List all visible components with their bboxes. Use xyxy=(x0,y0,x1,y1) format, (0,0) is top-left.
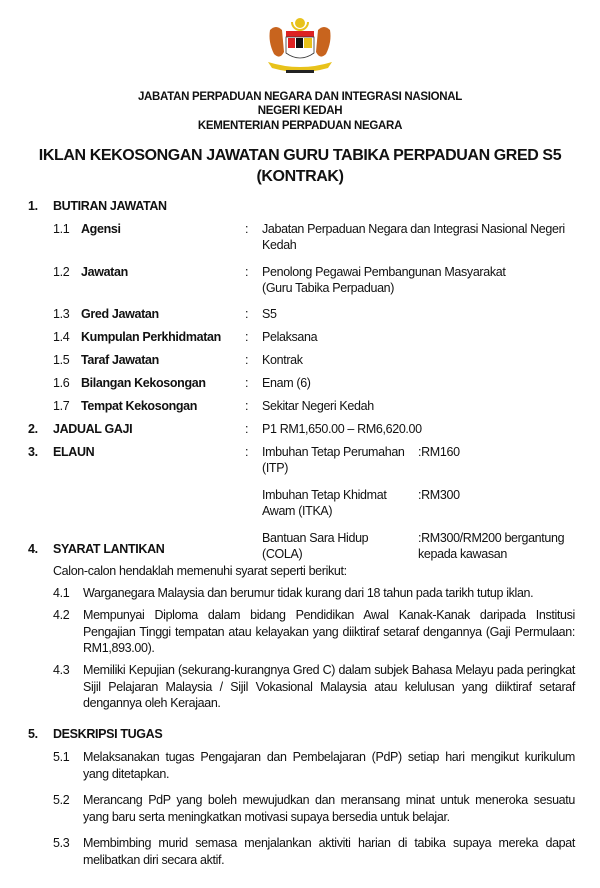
allowance-name: Imbuhan Tetap Perumahan (ITP) xyxy=(262,445,405,475)
item-text: Warganegara Malaysia dan berumur tidak kurang dari 18 tahun pada tarikh tutup iklan. xyxy=(83,586,534,600)
item-value: Kontrak xyxy=(262,353,303,367)
item-number: 1.6 xyxy=(53,376,70,390)
section-heading xyxy=(28,199,167,213)
item-text: Mempunyai Diploma dalam bidang Pendidikan Awal Kanak-Kanak daripada Institusi Pengajian Tinggi tempatan atau kelayakan yang diiktiraf setaraf dengannya (Gaji Permulaan: RM1,893.00). xyxy=(83,608,575,655)
item-number: 5.1 xyxy=(53,750,70,764)
section-heading xyxy=(28,727,162,741)
section-heading xyxy=(28,542,164,556)
intro-text: Calon-calon hendaklah memenuhi syarat seperti berikut: xyxy=(53,564,347,578)
item-text: Membimbing murid semasa menjalankan aktiviti harian di tabika supaya mereka dapat melibatkan diri secara aktif. xyxy=(83,836,575,867)
state-name: NEGERI KEDAH xyxy=(257,105,343,117)
item-number: 1.5 xyxy=(53,353,70,367)
department-name: JABATAN PERPADUAN NEGARA DAN INTEGRASI NASIONAL xyxy=(137,91,463,103)
item-label: Agensi xyxy=(81,222,121,236)
item-number: 4.2 xyxy=(53,608,70,622)
section-number: 2. xyxy=(28,422,38,436)
item-label: Tempat Kekosongan xyxy=(81,399,198,413)
item-number: 1.2 xyxy=(53,265,70,279)
item-value: Jabatan Perpaduan Negara dan Integrasi Nasional Negeri Kedah xyxy=(262,222,565,252)
allowance-name: Bantuan Sara Hidup (COLA) xyxy=(262,531,369,561)
colon: : xyxy=(245,330,249,344)
title-line: (KONTRAK) xyxy=(256,168,344,185)
allowance-amount: :RM160 xyxy=(418,445,460,459)
salary-value: P1 RM1,650.00 – RM6,620.00 xyxy=(262,422,422,436)
item-number: 5.2 xyxy=(53,793,70,807)
item-value: Sekitar Negeri Kedah xyxy=(262,399,374,413)
ministry-name: KEMENTERIAN PERPADUAN NEGARA xyxy=(197,120,403,132)
item-text: Memiliki Kepujian (sekurang-kurangnya Gred C) dalam subjek Bahasa Melayu pada peringkat Sijil Pelajaran Malaysia / Sijil Vokasional Malaysia atau kelulusan yang diiktiraf setaraf dengannya oleh Kerajaan. xyxy=(83,663,575,710)
item-label: Gred Jawatan xyxy=(81,307,159,321)
colon: : xyxy=(245,422,249,436)
item-number: 1.7 xyxy=(53,399,70,413)
item-text: Melaksanakan tugas Pengajaran dan Pembelajaran (PdP) setiap hari mengikut kurikulum yang ditetapkan. xyxy=(83,750,575,781)
duty-item xyxy=(53,749,575,782)
item-number: 4.3 xyxy=(53,663,70,677)
colon: : xyxy=(245,353,249,367)
section-title: SYARAT LANTIKAN xyxy=(53,542,165,556)
duty-item xyxy=(53,792,575,825)
item-label: Jawatan xyxy=(81,265,128,279)
item-value: Pelaksana xyxy=(262,330,318,344)
colon: : xyxy=(245,399,249,413)
item-number: 1.3 xyxy=(53,307,70,321)
section-number: 3. xyxy=(28,445,38,459)
colon: : xyxy=(245,222,249,236)
colon: : xyxy=(245,265,249,279)
allowance-name: Imbuhan Tetap Khidmat Awam (ITKA) xyxy=(262,488,387,518)
section-title: BUTIRAN JAWATAN xyxy=(53,199,167,213)
title-line: IKLAN KEKOSONGAN JAWATAN GURU TABIKA PERPADUAN GRED S5 xyxy=(38,147,562,164)
requirement-item xyxy=(53,662,575,712)
coat-of-arms-logo xyxy=(262,12,338,78)
allowance-amount: :RM300/RM200 bergantung kepada kawasan xyxy=(418,531,565,561)
requirement-item xyxy=(53,585,575,602)
item-number: 5.3 xyxy=(53,836,70,850)
item-text: Merancang PdP yang boleh mewujudkan dan meransang minat untuk meneroka sesuatu yang baru serta meningkatkan motivasi supaya bersedia untuk belajar. xyxy=(83,793,575,824)
item-label: Kumpulan Perkhidmatan xyxy=(81,330,221,344)
duty-item xyxy=(53,835,575,868)
colon: : xyxy=(245,376,249,390)
section-title: JADUAL GAJI xyxy=(53,422,133,436)
colon: : xyxy=(245,445,249,459)
item-label: Taraf Jawatan xyxy=(81,353,159,367)
item-number: 1.1 xyxy=(53,222,70,236)
section-title: ELAUN xyxy=(53,445,95,459)
item-number: 4.1 xyxy=(53,586,70,600)
section-number: 1. xyxy=(28,199,38,213)
section-number: 5. xyxy=(28,727,38,741)
section-number: 4. xyxy=(28,542,38,556)
item-value: (Guru Tabika Perpaduan) xyxy=(262,281,395,295)
section-title: DESKRIPSI TUGAS xyxy=(53,727,163,741)
requirement-item xyxy=(53,607,575,657)
item-value: Enam (6) xyxy=(262,376,311,390)
item-value: S5 xyxy=(262,307,277,321)
item-label: Bilangan Kekosongan xyxy=(81,376,206,390)
item-number: 1.4 xyxy=(53,330,70,344)
page-title xyxy=(0,145,600,187)
colon: : xyxy=(245,307,249,321)
allowance-amount: :RM300 xyxy=(418,488,460,502)
item-value: Penolong Pegawai Pembangunan Masyarakat xyxy=(262,265,506,279)
